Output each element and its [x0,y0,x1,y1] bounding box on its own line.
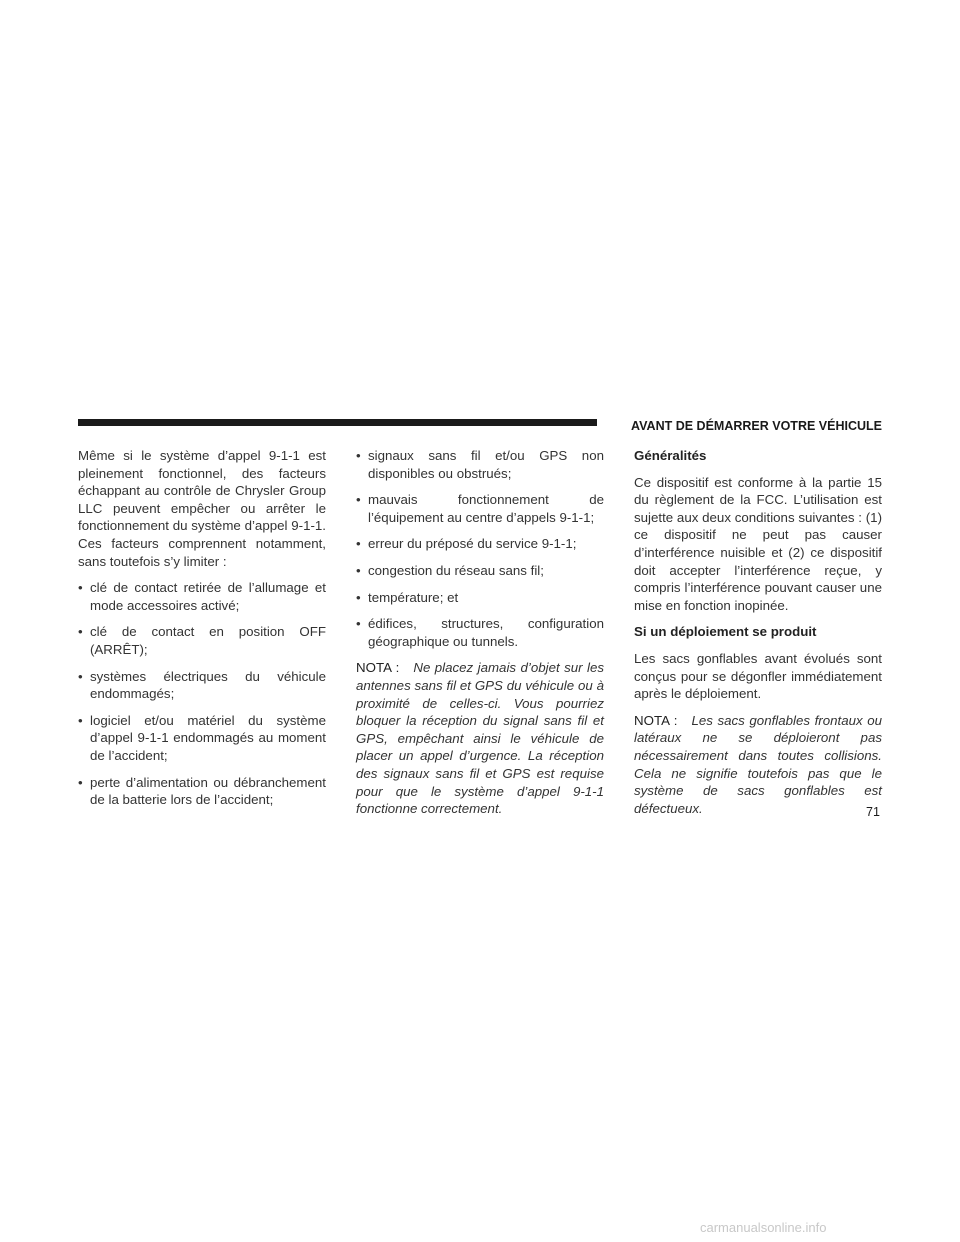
bullet-icon: • [356,492,361,508]
list-item: • systèmes électriques du véhicule endommagés; [78,668,326,702]
column-2 [356,447,604,827]
column-3 [634,447,882,826]
watermark: carmanualsonline.info [700,1220,827,1235]
header-rule [78,419,597,426]
bullet-icon: • [78,580,83,596]
bullet-icon: • [356,562,361,578]
bullet-icon: • [78,712,83,728]
page-number: 71 [866,805,880,819]
heading-deployment: Si un déploiement se produit [634,624,817,640]
list-item: • édifices, structures, configuration géographique ou tunnels. [356,616,604,649]
note-label: NOTA : [634,712,678,728]
list-item: • température; et [356,589,459,605]
note-label: NOTA : [356,660,400,676]
column-1 [78,447,326,818]
fcc-paragraph: Ce dispositif est conforme à la partie 15 du règlement de la FCC. L’utilisation est sujette aux deux conditions suivantes : (1) ce dispositif ne peut pas causer d’interférence nuisible et (2) ce dispositif doit accepter l’interférence reçue, y compris l’interférence pouvant causer une mise en fonction inopinée. [634,474,882,613]
failure-factors-list [78,579,326,809]
bullet-icon: • [356,448,361,463]
list-item: • mauvais fonctionnement de l’équipement au centre d’appels 9-1-1; [356,492,604,525]
bullet-icon: • [78,668,83,684]
list-item: • congestion du réseau sans fil; [356,562,544,578]
list-item: • clé de contact retirée de l’allumage et mode accessoires activé; [78,580,326,613]
bullet-icon: • [356,616,361,632]
failure-factors-list-continued [356,447,604,650]
list-item: • clé de contact en position OFF (ARRÊT); [78,624,326,657]
airbag-note [634,712,882,818]
deployment-paragraph: Les sacs gonflables avant évolués sont conçus pour se dégonfler immédiatement après le déploiement. [634,650,882,702]
antenna-note [356,659,604,817]
section-title: AVANT DE DÉMARRER VOTRE VÉHICULE [631,419,882,433]
list-item: • logiciel et/ou matériel du système d’appel 9-1-1 endommagés au moment de l’accident; [78,712,326,763]
intro-paragraph: Même si le système d’appel 9-1-1 est pleinement fonctionnel, des facteurs échappant au contrôle de Chrysler Group LLC peuvent empêcher ou arrêter le fonctionnement du système d’appel 9-1-1. Ces facteurs comprennent notamment, sans toutefois s’y limiter : [78,448,326,569]
list-item: • perte d’alimentation ou débranchement de la batterie lors de l’accident; [78,774,326,808]
heading-generalites: Généralités [634,448,707,463]
list-item: • erreur du préposé du service 9-1-1; [356,536,577,552]
bullet-icon: • [356,589,361,605]
note-text: Les sacs gonflables frontaux ou latéraux ne se déploieront pas nécessairement dans toutes collisions. Cela ne signifie toutefois pas que le système de sacs gonflables est défectueux. [634,712,882,816]
bullet-icon: • [78,624,83,640]
bullet-icon: • [356,536,361,552]
list-item: • signaux sans fil et/ou GPS non disponibles ou obstrués; [356,448,604,481]
note-text: Ne placez jamais d’objet sur les antennes sans fil et GPS du véhicule ou à proximité de celles-ci. Vous pourriez bloquer la réception du signal sans fil et GPS, empêchant ainsi le véhicule de placer un appel d’urgence. La réception des signaux sans fil et GPS est requise pour que le système d’appel 9-1-1 fonctionne correctement. [356,660,604,817]
bullet-icon: • [78,774,83,790]
